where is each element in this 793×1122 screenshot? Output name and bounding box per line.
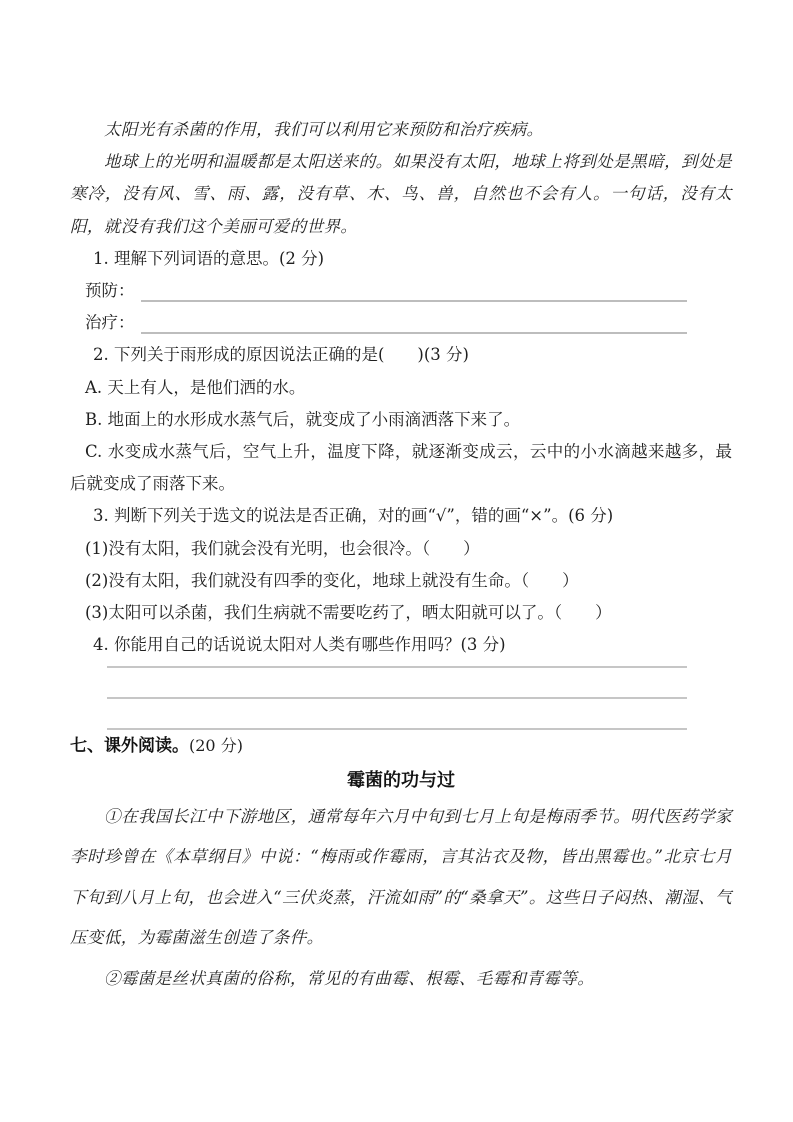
judge-item-2: (2)没有太阳，我们就没有四季的变化，地球上就没有生命。（ ）: [85, 570, 579, 590]
passage-intro-para-2: 地球上的光明和温暖都是太阳送来的。如果没有太阳，地球上将到处是黑暗，到处是寒冷，没有风、雪、雨、露，没有草、木、鸟、兽，自然也不会有人。一句话，没有太阳，就没有我们这个美丽可爱的世界。: [70, 152, 732, 236]
passage-mold-para-1: ①在我国长江中下游地区，通常每年六月中旬到七月上旬是梅雨季节。明代医药学家李时珍曾在《本草纲目》中说：“梅雨或作霉雨，言其沾衣及物，皆出黑霉也。”北京七月下旬到八月上旬，也会进入“三伏炎蒸，汗流如雨”的“桑拿天”。这些日子闷热、潮湿、气压变低，为霉菌滋生创造了条件。: [70, 806, 732, 948]
judge-item-3: (3)太阳可以杀菌，我们生病就不需要吃药了，晒太阳就可以了。（ ）: [85, 603, 612, 623]
exam-content: [70, 114, 732, 999]
answer-line[interactable]: [107, 661, 687, 668]
option-b: B. 地面上的水形成水蒸气后，就变成了小雨滴洒落下来了。: [85, 409, 521, 429]
option-c: C. 水变成水蒸气后，空气上升，温度下降，就逐渐变成云，云中的小水滴越来越多，最后就变成了雨落下来。: [70, 442, 732, 494]
passage-intro-para-1: 太阳光有杀菌的作用，我们可以利用它来预防和治疗疾病。: [104, 120, 544, 139]
question-1: 1. 理解下列词语的意思。(2 分): [93, 248, 325, 268]
answer-line[interactable]: [107, 668, 687, 699]
answer-lines: [107, 661, 687, 730]
section-heading-score: (20 分): [189, 736, 243, 756]
blank-underline[interactable]: [141, 312, 688, 334]
section-heading-label: 七、课外阅读。: [70, 736, 189, 757]
blank-term-label: 治疗：: [85, 313, 135, 333]
blank-underline[interactable]: [141, 280, 688, 302]
blank-term-label: 预防：: [85, 281, 135, 300]
judge-item-1: (1)没有太阳，我们就会没有光明，也会很冷。（ ）: [85, 538, 480, 558]
passage-mold-para-2: ②霉菌是丝状真菌的俗称，常见的有曲霉、根霉、毛霉和青霉等。: [104, 968, 595, 988]
passage-title: 霉菌的功与过: [347, 769, 455, 791]
section-7-heading: [70, 730, 732, 762]
definition-blank-yufang: [70, 275, 732, 307]
question-3: 3. 判断下列关于选文的说法是否正确，对的画“√”，错的画“×”。(6 分): [93, 506, 614, 526]
definition-blank-zhiliao: [70, 307, 732, 339]
answer-line[interactable]: [107, 699, 687, 730]
question-4: 4. 你能用自己的话说说太阳对人类有哪些作用吗？(3 分): [93, 635, 506, 655]
option-a: A. 天上有人，是他们洒的水。: [85, 377, 306, 397]
question-2: 2. 下列关于雨形成的原因说法正确的是( )(3 分): [93, 345, 469, 365]
